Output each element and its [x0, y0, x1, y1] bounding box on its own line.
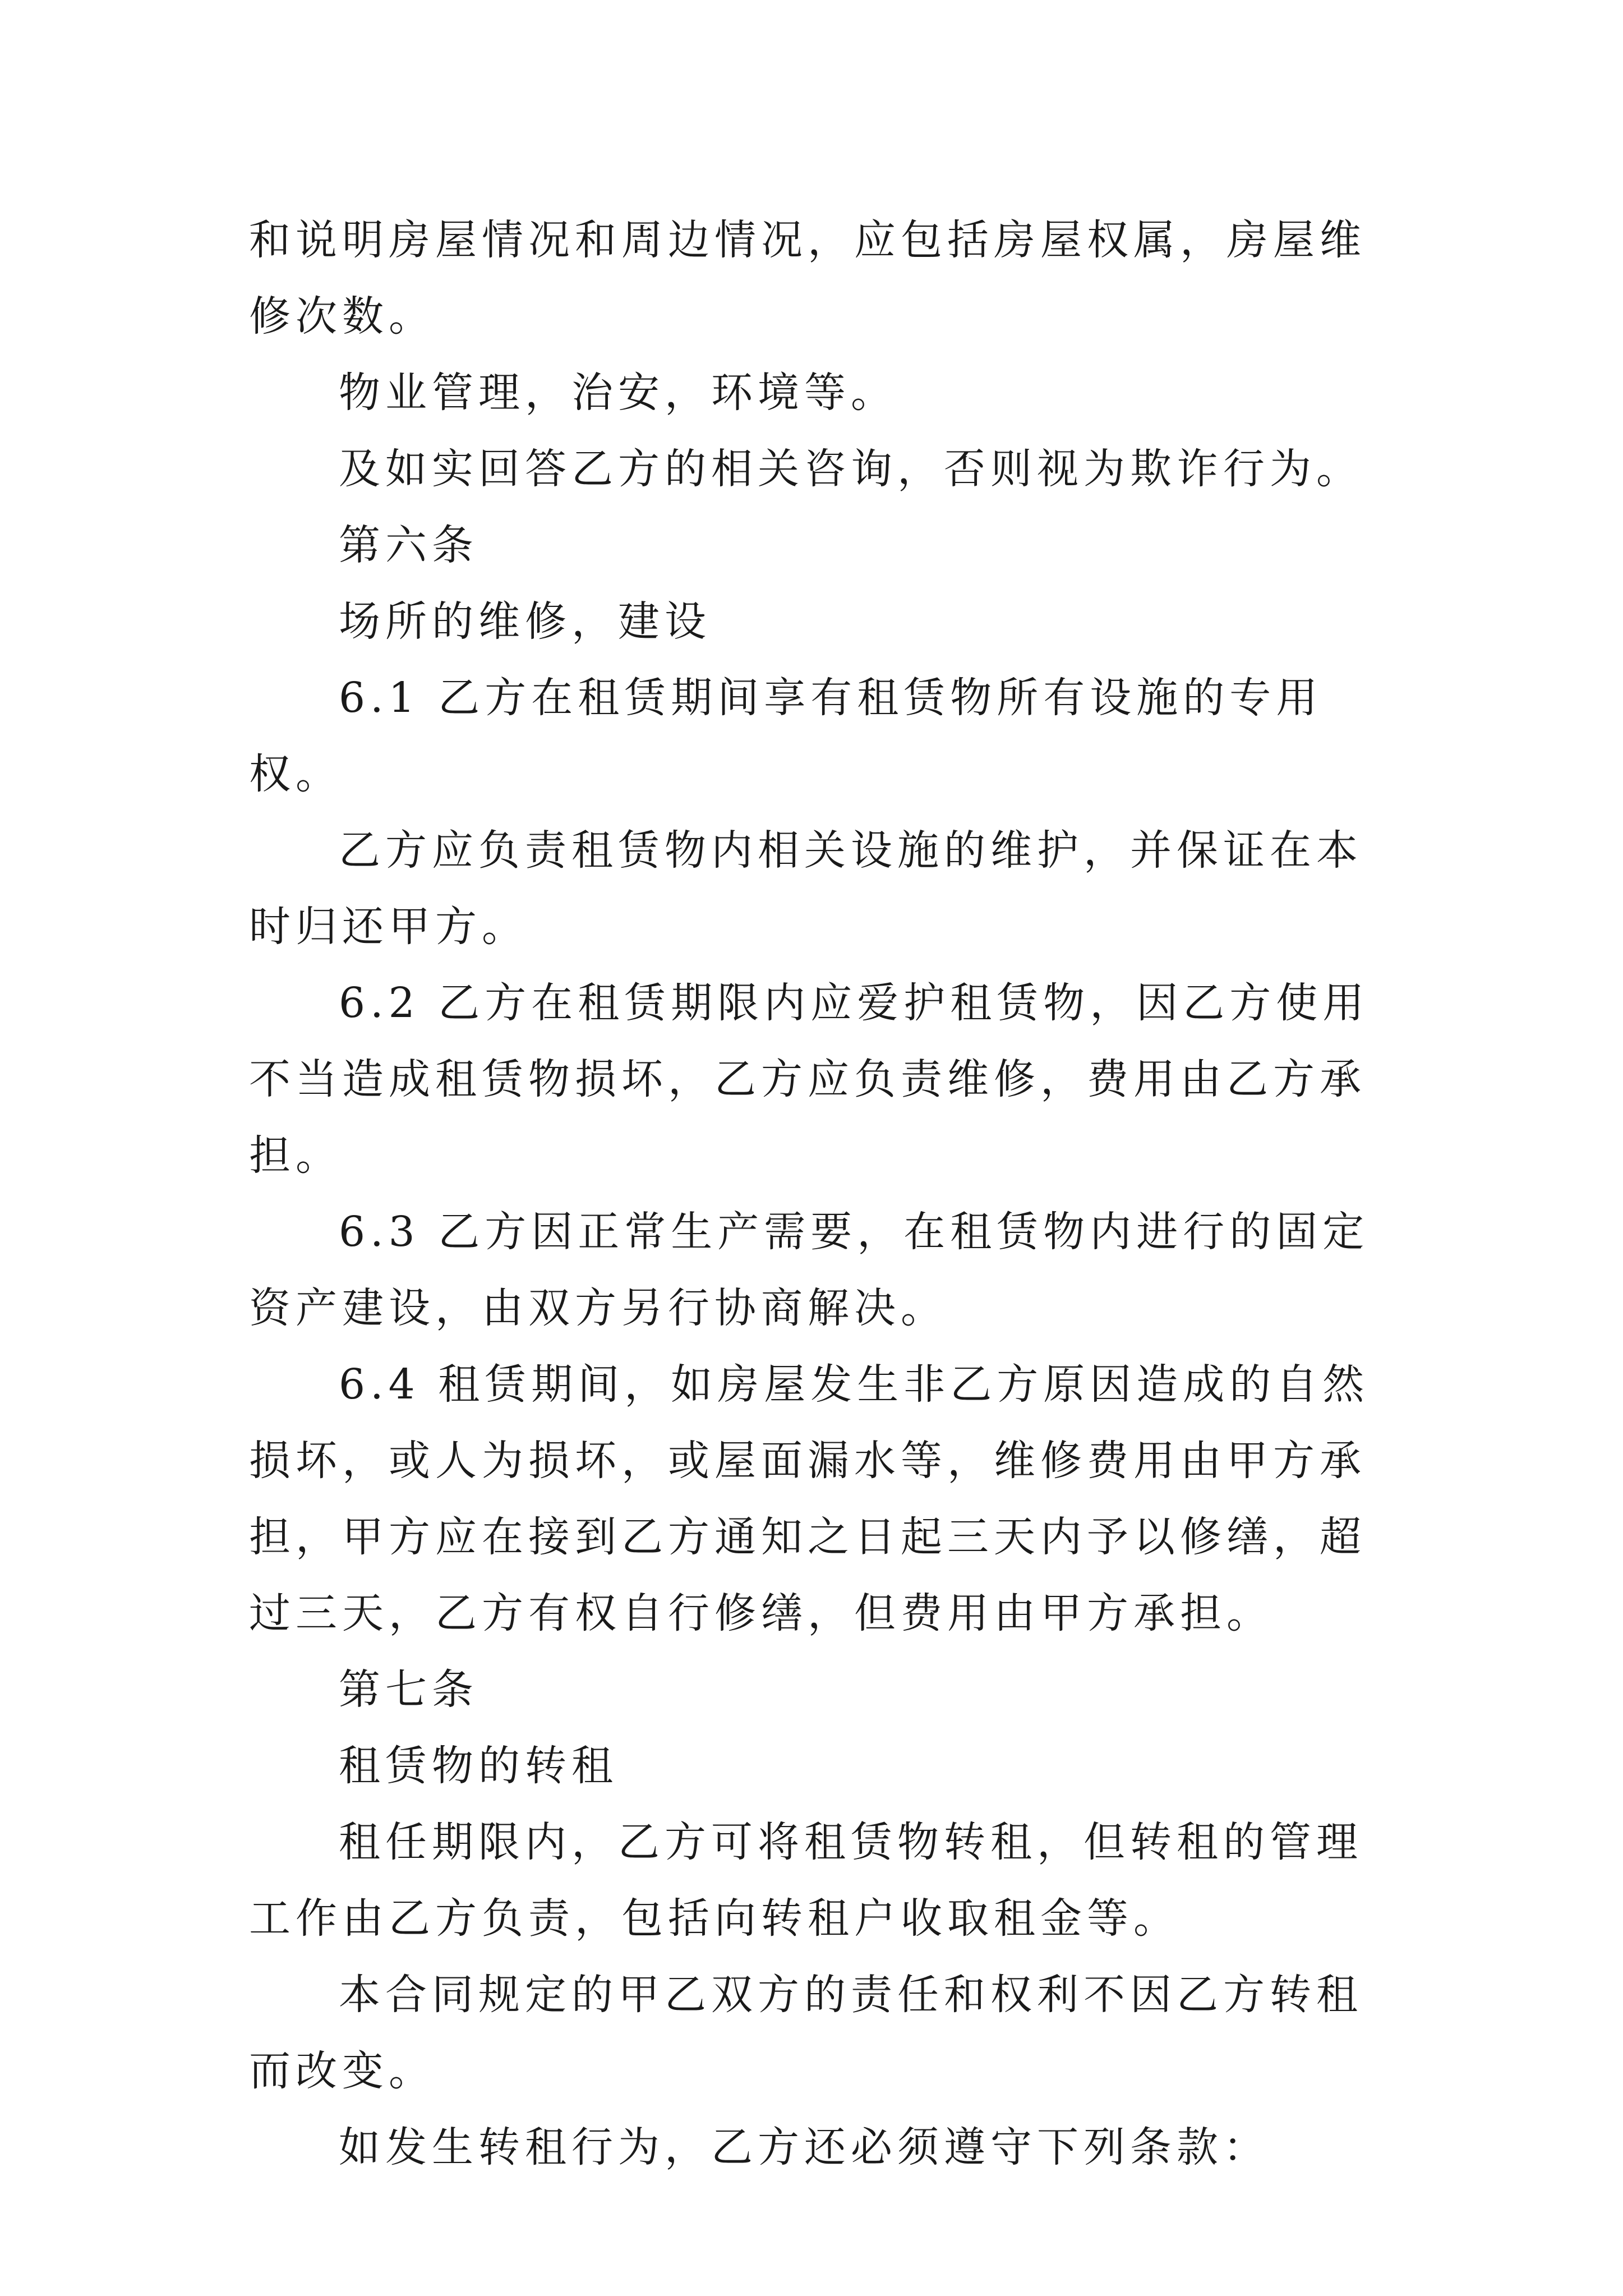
clause-6-3: 6.3 乙方因正常生产需要，在租赁物内进行的固定资产建设，由双方另行协商解决。	[249, 1208, 1370, 1332]
article-seven-title: 租赁物的转租	[339, 1742, 618, 1790]
article-six-heading: 第六条	[339, 521, 478, 569]
article-six-title: 场所的维修，建设	[339, 597, 711, 646]
rights-unchanged-clause: 本合同规定的甲乙双方的责任和权利不因乙方转租而改变。	[249, 1971, 1363, 2095]
paragraph-house-info: 和说明房屋情况和周边情况，应包括房屋权属，房屋维修次数。	[249, 216, 1366, 341]
document-body	[249, 202, 1393, 2185]
clause-6-1: 6.1 乙方在租赁期间享有租赁物所有设施的专用权。	[249, 674, 1323, 798]
clause-6-4: 6.4 租赁期间，如房屋发生非乙方原因造成的自然损坏，或人为损坏，或屋面漏水等，维修费用由甲方承担，甲方应在接到乙方通知之日起三天内予以修缮，超过三天，乙方有权自行修缮，但费用由甲方承担。	[249, 1360, 1370, 1637]
sublease-conditions-intro: 如发生转租行为，乙方还必须遵守下列条款：	[339, 2123, 1270, 2171]
clause-6-1-maintenance: 乙方应负责租赁物内相关设施的维护，并保证在本时归还甲方。	[249, 826, 1363, 951]
clause-6-2: 6.2 乙方在租赁期限内应爱护租赁物，因乙方使用不当造成租赁物损坏，乙方应负责维修，费用由乙方承担。	[249, 979, 1370, 1180]
paragraph-truthful-answer: 及如实回答乙方的相关咨询，否则视为欺诈行为。	[339, 445, 1363, 493]
sublease-clause: 租任期限内，乙方可将租赁物转租，但转租的管理工作由乙方负责，包括向转租户收取租金等。	[249, 1818, 1363, 1943]
article-seven-heading: 第七条	[339, 1665, 478, 1714]
paragraph-property-management: 物业管理，治安，环境等。	[339, 369, 897, 417]
